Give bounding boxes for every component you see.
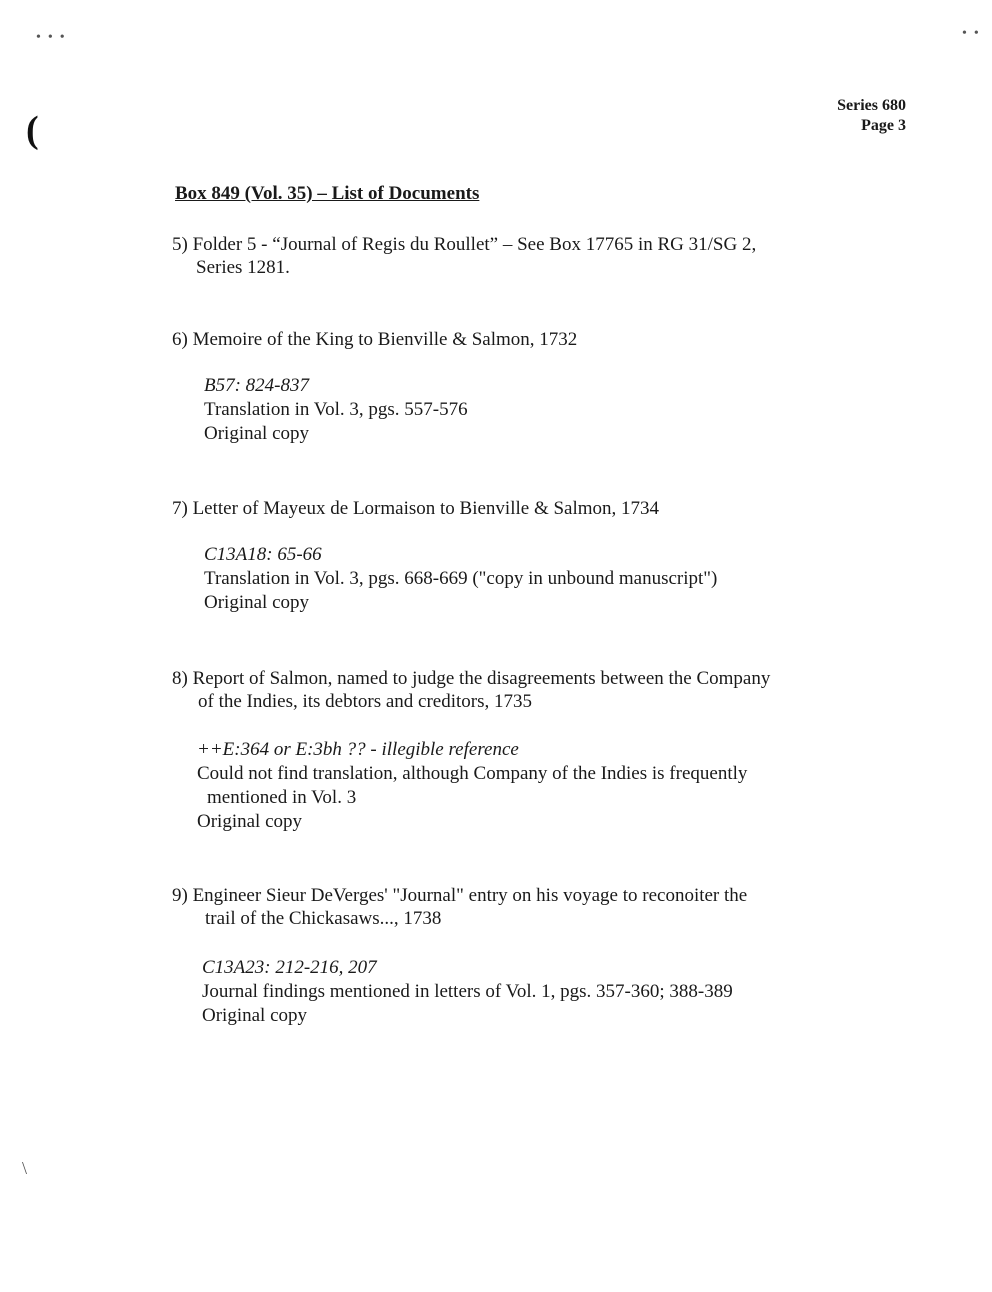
scan-speck-marks-right: • •: [962, 26, 979, 41]
entry-9-reference: C13A23: 212-216, 207: [202, 957, 377, 978]
entry-6-translation: Translation in Vol. 3, pgs. 557-576: [204, 399, 468, 420]
entry-7-translation: Translation in Vol. 3, pgs. 668-669 ("copy in unbound manuscript"): [204, 568, 718, 589]
scan-line-mark: \: [22, 1158, 28, 1178]
scan-speck-marks: • • •: [36, 30, 65, 45]
entry-8-copy: Original copy: [197, 811, 303, 832]
entry-7: [172, 497, 832, 520]
entry-6-copy: Original copy: [204, 423, 310, 444]
entry-7-details: [204, 543, 717, 615]
entry-6: [172, 328, 832, 351]
entry-5-line2: Series 1281.: [196, 257, 290, 278]
entry-8: [172, 667, 852, 713]
entry-7-line1: 7) Letter of Mayeux de Lormaison to Bienville & Salmon, 1734: [172, 498, 660, 519]
entry-8-reference: ++E:364 or E:3bh ?? - illegible reference: [197, 739, 519, 760]
entry-6-reference: B57: 824-837: [204, 375, 310, 396]
entry-5: [172, 233, 832, 279]
entry-9-copy: Original copy: [202, 1005, 308, 1026]
entry-9-details: [202, 956, 842, 1028]
entry-5-line1: 5) Folder 5 - “Journal of Regis du Roullet” – See Box 17765 in RG 31/SG 2,: [172, 234, 757, 255]
series-label: Series 680: [837, 97, 906, 114]
entry-9-line2: trail of the Chickasaws..., 1738: [205, 908, 442, 929]
entry-8-translation-line2: mentioned in Vol. 3: [207, 787, 357, 808]
entry-6-details: [204, 374, 468, 446]
entry-6-line1: 6) Memoire of the King to Bienville & Salmon, 1732: [172, 329, 578, 350]
entry-8-line2: of the Indies, its debtors and creditors, 1735: [198, 691, 533, 712]
document-title: Box 849 (Vol. 35) – List of Documents: [175, 183, 480, 204]
page-number: Page 3: [861, 117, 906, 134]
scan-bracket-mark: (: [26, 109, 39, 151]
entry-9: [172, 884, 852, 930]
entry-8-details: [197, 738, 837, 834]
entry-7-reference: C13A18: 65-66: [204, 544, 322, 565]
page-header: [837, 96, 906, 136]
entry-8-line1: 8) Report of Salmon, named to judge the disagreements between the Company: [172, 668, 771, 689]
entry-8-translation-line1: Could not find translation, although Company of the Indies is frequently: [197, 763, 748, 784]
entry-7-copy: Original copy: [204, 592, 310, 613]
entry-9-line1: 9) Engineer Sieur DeVerges' "Journal" entry on his voyage to reconoiter the: [172, 885, 748, 906]
entry-9-translation: Journal findings mentioned in letters of Vol. 1, pgs. 357-360; 388-389: [202, 981, 733, 1002]
